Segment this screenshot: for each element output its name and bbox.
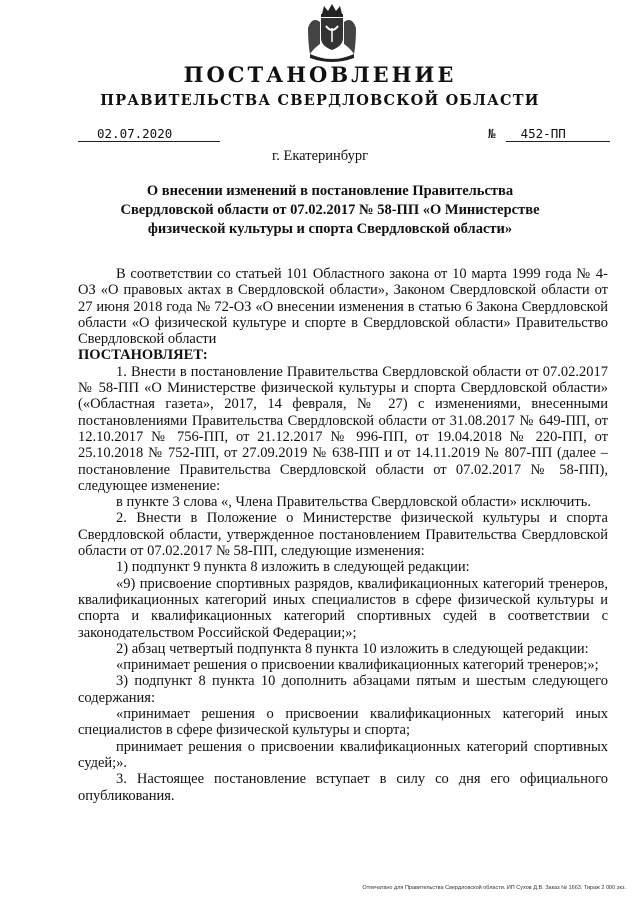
body-paragraph: «9) присвоение спортивных разрядов, квалификационных категорий тренеров, квалификационных категорий иных специалистов в сфере физической культуры и спорта и квалификационных категорий спортивных судей в соответствии с законодательством Российской Федерации;»; xyxy=(78,575,608,641)
number-label: № xyxy=(488,126,496,141)
body-paragraph: 1. Внести в постановление Правительства Свердловской области от 07.02.2017 № 58-ПП «О Министерстве физической культуры и спорта Свердловской области» («Областная газета», 2017, 14 февраля, № 27) с изменениями, внесенными постановлениями Правительства Свердловской области от 31.08.2017 № 649-ПП, от 12.10.2017 № 756-ПП, от 21.12.2017 № 996-ПП, от 19.04.2018 № 220-ПП, от 25.10.2018 № 752-ПП, от 27.09.2019 № 638-ПП и от 14.11.2019 № 807-ПП (далее – постановление Правительства Свердловской области от 07.02.2017 № 58-ПП), следующее изменение: xyxy=(78,363,608,494)
resolves-heading: ПОСТАНОВЛЯЕТ: xyxy=(78,347,208,364)
preamble-paragraph: В соответствии со статьей 101 Областного закона от 10 марта 1999 года № 4-ОЗ «О правовых актах в Свердловской области», Законом Свердловской области от 27 июня 2018 года № 72-ОЗ «О внесении изменения в статью 6 Закона Свердловской области «О физической культуре и спорте в Свердловской области» Правительство Свердловской области xyxy=(78,266,608,348)
body-paragraph: 2) абзац четвертый подпункта 8 пункта 10 изложить в следующей редакции: xyxy=(116,640,589,657)
document-date: 02.07.2020 xyxy=(97,126,173,141)
document-type-title: ПОСТАНОВЛЕНИЕ xyxy=(183,62,457,87)
issuing-authority: ПРАВИТЕЛЬСТВА СВЕРДЛОВСКОЙ ОБЛАСТИ xyxy=(100,92,540,109)
body-paragraph: принимает решения о присвоении квалификационных категорий спортивных судей;». xyxy=(78,738,608,771)
document-subject: О внесении изменений в постановление Правительства Свердловской области от 07.02.2017 № 58-ПП «О Министерстве физической культуры и спорта Свердловской области» xyxy=(120,183,540,237)
body-paragraph: 3. Настоящее постановление вступает в силу со дня его официального опубликования. xyxy=(78,771,608,804)
document-number-line xyxy=(488,126,566,141)
document-number: 452-ПП xyxy=(520,126,566,141)
body-paragraph: 1) подпункт 9 пункта 8 изложить в следующей редакции: xyxy=(116,559,470,576)
date-underline xyxy=(78,141,220,142)
body-paragraph: 2. Внести в Положение о Министерстве физической культуры и спорта Свердловской области, утвержденное постановлением Правительства Свердловской области от 07.02.2017 № 58-ПП, следующие изменения: xyxy=(78,510,608,560)
issue-city: г. Екатеринбург xyxy=(271,148,369,164)
number-underline xyxy=(506,141,610,142)
body-paragraph: 3) подпункт 8 пункта 10 дополнить абзацами пятым и шестым следующего содержания: xyxy=(78,673,608,706)
coat-of-arms-icon xyxy=(304,4,360,62)
print-footer: Отпечатано для Правительства Свердловской области. ИП Сухов Д.В. Заказ № 1663. Тираж 2 000 экз. xyxy=(362,885,626,891)
body-paragraph: в пункте 3 слова «, Члена Правительства Свердловской области» исключить. xyxy=(116,494,591,511)
document-body xyxy=(78,266,608,804)
body-paragraph: «принимает решения о присвоении квалификационных категорий тренеров;»; xyxy=(116,657,599,674)
body-paragraph: «принимает решения о присвоении квалификационных категорий иных специалистов в сфере физической культуры и спорта; xyxy=(78,706,608,739)
